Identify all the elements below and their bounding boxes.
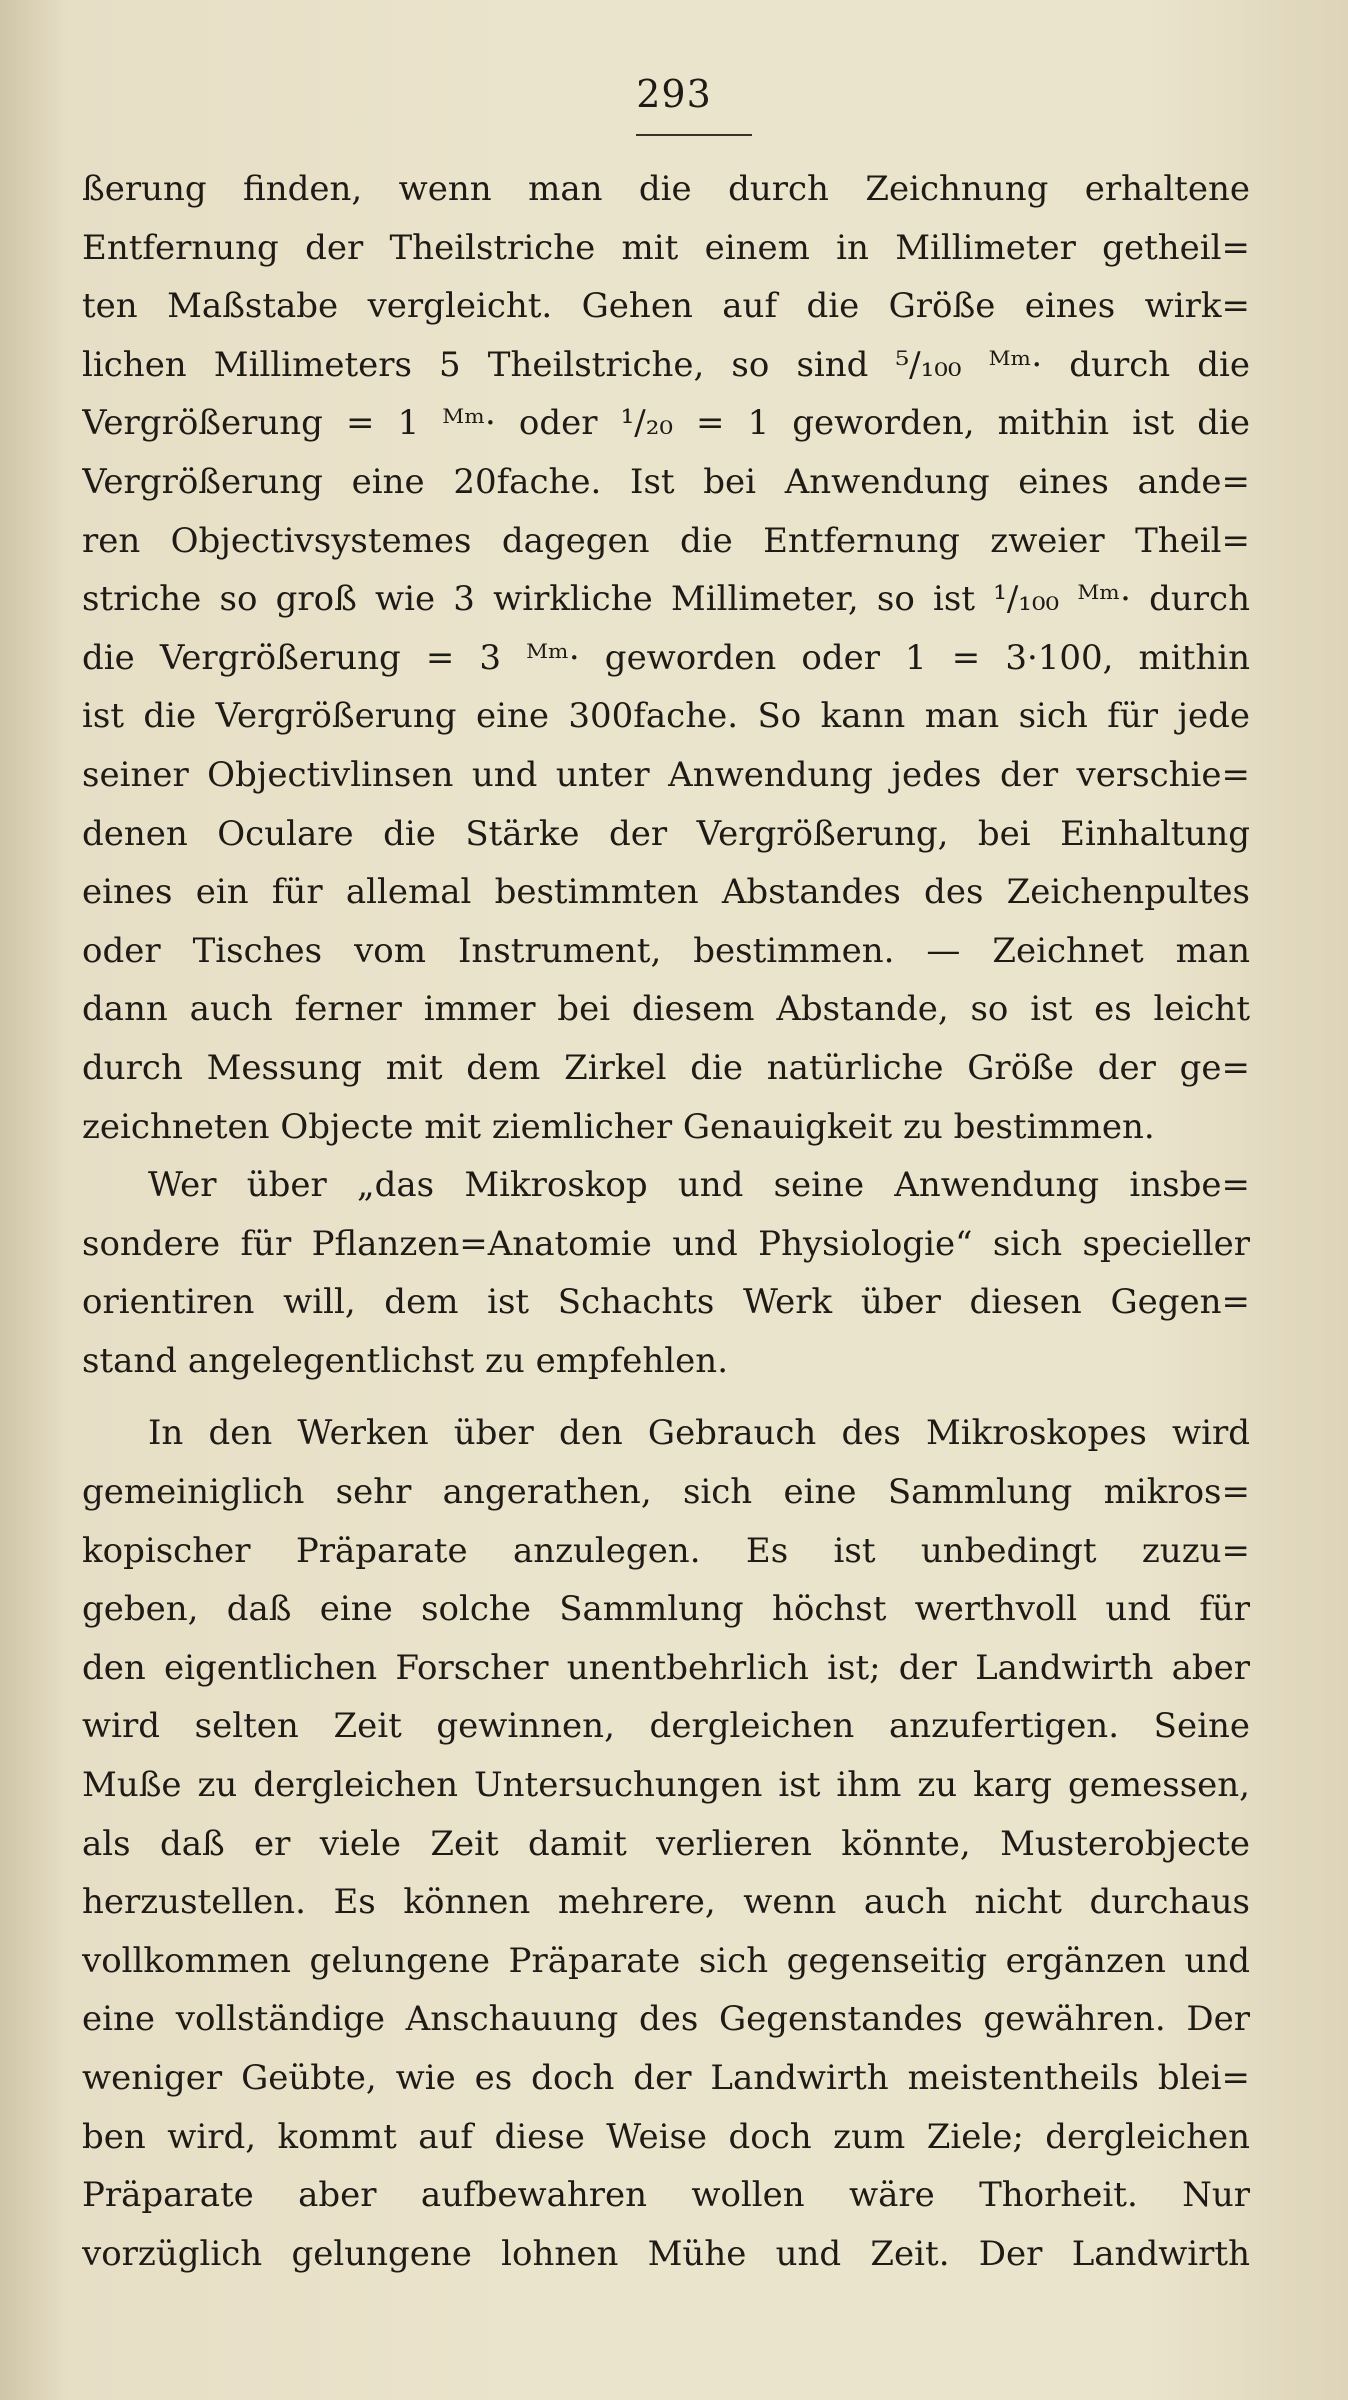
text-line: weniger Geübte, wie es doch der Landwirth meistentheils blei= (82, 2058, 1250, 2098)
paragraph-3 (82, 1404, 1250, 2283)
page-number: 293 (636, 72, 712, 116)
text-body (82, 160, 1250, 2283)
text-line: gemeiniglich sehr angerathen, sich eine Sammlung mikros= (82, 1472, 1250, 1513)
text-line: ist die Vergrößerung eine 300fache. So kann man sich für jede (82, 696, 1250, 737)
text-line: eine vollständige Anschauung des Gegenstandes gewähren. Der (82, 1999, 1250, 2040)
text-line: orientiren will, dem ist Schachts Werk über diesen Gegen= (82, 1282, 1250, 1323)
text-line: In den Werken über den Gebrauch des Mikroskopes wird (148, 1413, 1250, 1454)
text-line: wird selten Zeit gewinnen, dergleichen anzufertigen. Seine (82, 1706, 1250, 1747)
text-line: denen Oculare die Stärke der Vergrößerung, bei Einhaltung (82, 813, 1250, 854)
text-line: vollkommen gelungene Präparate sich gegenseitig ergänzen und (82, 1940, 1250, 1981)
text-line: ten Maßstabe vergleicht. Gehen auf die Größe eines wirk= (82, 286, 1250, 327)
text-line: oder Tisches vom Instrument, bestimmen. — Zeichnet man (82, 930, 1250, 971)
text-line: kopischer Präparate anzulegen. Es ist unbedingt zuzu= (82, 1530, 1250, 1571)
text-line: stand angelegentlichst zu empfehlen. (82, 1340, 728, 1381)
text-line: zeichneten Objecte mit ziemlicher Genauigkeit zu bestimmen. (82, 1106, 1155, 1147)
text-line: sondere für Pflanzen=Anatomie und Physiologie“ sich specieller (82, 1223, 1250, 1264)
text-line: seiner Objectivlinsen und unter Anwendung jedes der verschie= (82, 754, 1250, 795)
paragraph-gap (82, 1390, 1250, 1404)
text-line: Muße zu dergleichen Untersuchungen ist ihm zu karg gemessen, (82, 1765, 1250, 1806)
text-line: Wer über „das Mikroskop und seine Anwendung insbe= (148, 1165, 1250, 1206)
paragraph-1 (82, 160, 1250, 1156)
text-line: vorzüglich gelungene lohnen Mühe und Zeit. Der Landwirth (82, 2233, 1250, 2274)
paragraph-2 (82, 1156, 1250, 1390)
text-line: ben wird, kommt auf diese Weise doch zum Ziele; dergleichen (82, 2116, 1250, 2157)
text-line: Vergrößerung eine 20fache. Ist bei Anwendung eines ande= (82, 461, 1250, 502)
text-line: Vergrößerung = 1 ᴹᵐ· oder ¹/₂₀ = 1 geworden, mithin ist die (82, 403, 1250, 444)
text-line: dann auch ferner immer bei diesem Abstande, so ist es leicht (82, 989, 1250, 1030)
text-line: striche so groß wie 3 wirkliche Millimeter, so ist ¹/₁₀₀ ᴹᵐ· durch (82, 579, 1250, 620)
text-line: durch Messung mit dem Zirkel die natürliche Größe der ge= (82, 1047, 1250, 1088)
text-line: lichen Millimeters 5 Theilstriche, so sind ⁵/₁₀₀ ᴹᵐ· durch die (82, 344, 1250, 385)
text-line: ren Objectivsystemes dagegen die Entfernung zweier Theil= (82, 520, 1250, 561)
header-rule (636, 134, 752, 136)
text-line: geben, daß eine solche Sammlung höchst werthvoll und für (82, 1589, 1250, 1630)
text-line: ßerung finden, wenn man die durch Zeichnung erhaltene (82, 169, 1250, 209)
text-line: als daß er viele Zeit damit verlieren könnte, Musterobjecte (82, 1823, 1250, 1864)
text-line: die Vergrößerung = 3 ᴹᵐ· geworden oder 1 = 3·100, mithin (82, 637, 1250, 678)
text-line: Entfernung der Theilstriche mit einem in Millimeter getheil= (82, 227, 1250, 268)
text-line: eines ein für allemal bestimmten Abstandes des Zeichenpultes (82, 872, 1250, 913)
text-line: Präparate aber aufbewahren wollen wäre Thorheit. Nur (82, 2175, 1250, 2216)
text-line: den eigentlichen Forscher unentbehrlich ist; der Landwirth aber (82, 1647, 1250, 1688)
text-line: herzustellen. Es können mehrere, wenn auch nicht durchaus (82, 1882, 1250, 1923)
